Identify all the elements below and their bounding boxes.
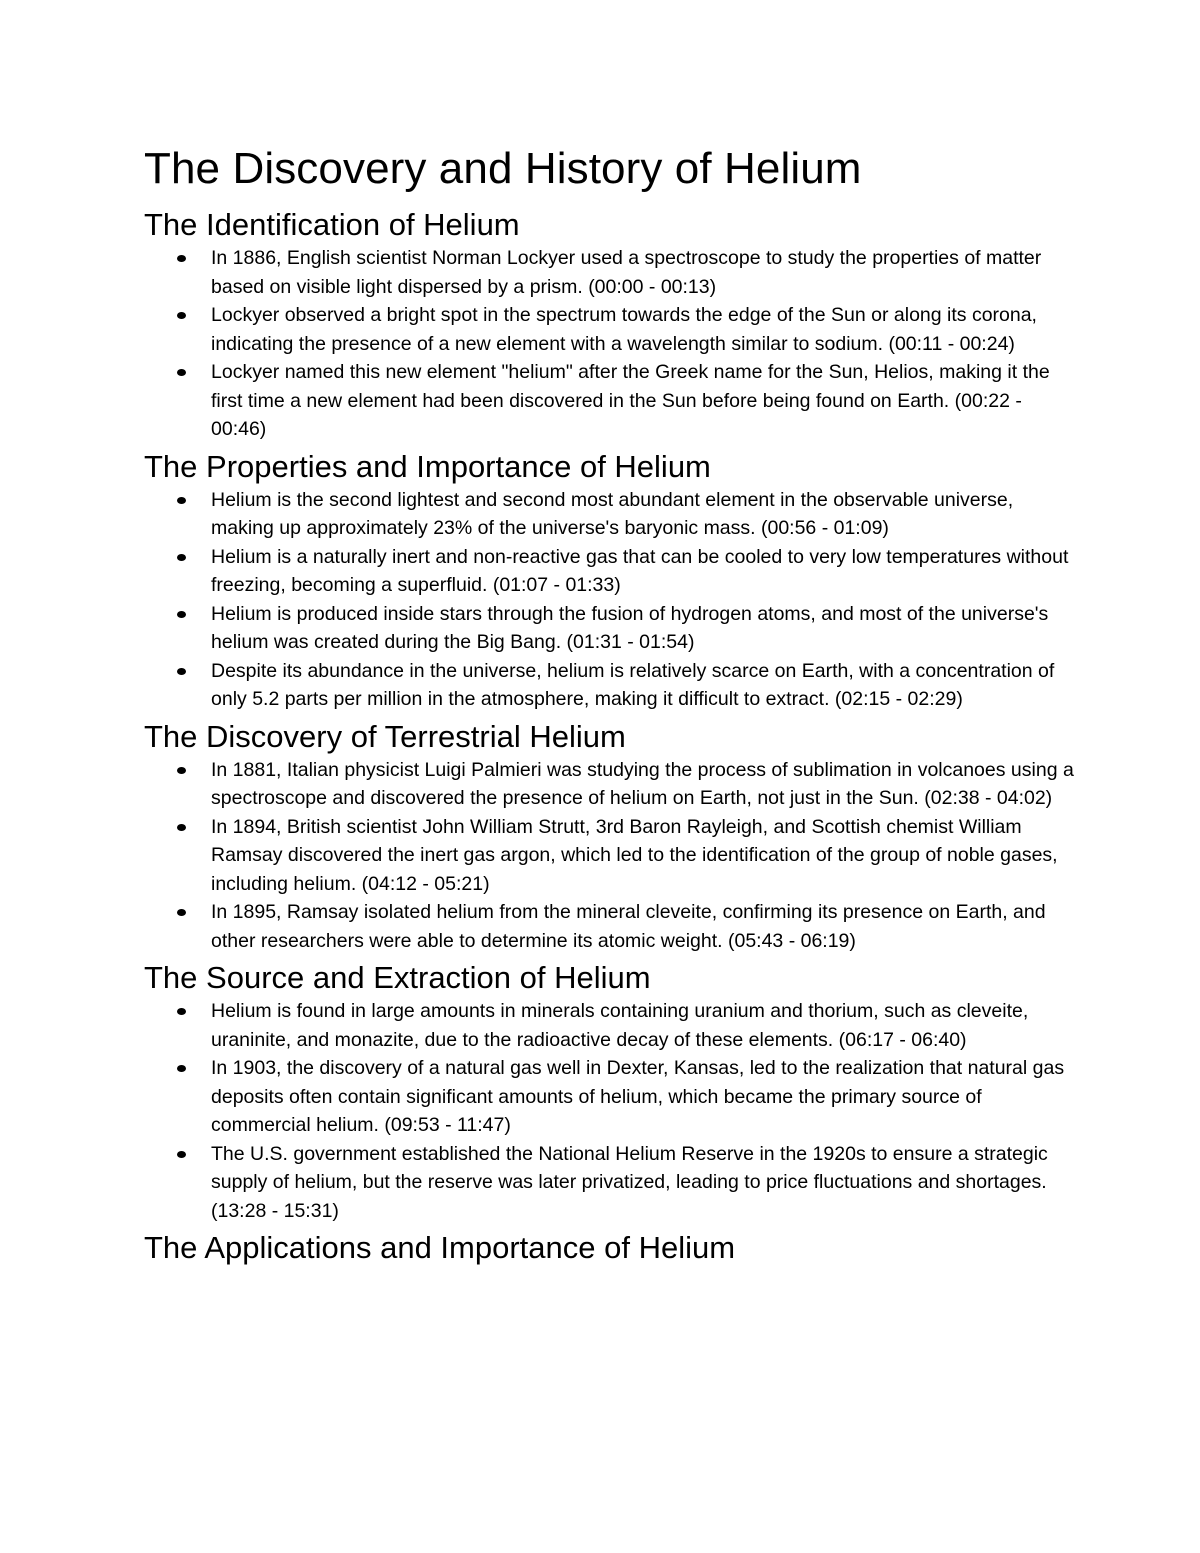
list-item-text: Helium is a naturally inert and non-reactive gas that can be cooled to very low temperatures without freezing, becoming a superfluid. (01:07 - 01:33) bbox=[211, 545, 1069, 596]
list-item-text: Lockyer named this new element "helium" after the Greek name for the Sun, Helios, making it the first time a new element had been discovered in the Sun before being found on Earth. (00:22 - 00:46) bbox=[211, 361, 1050, 440]
section-identification bbox=[144, 202, 1074, 444]
bullet-icon bbox=[177, 497, 186, 504]
list-item bbox=[144, 1054, 1074, 1140]
list-item-text: In 1895, Ramsay isolated helium from the mineral cleveite, confirming its presence on Earth, and other researchers were able to determine its atomic weight. (05:43 - 06:19) bbox=[211, 901, 1046, 952]
bullet-icon bbox=[177, 1008, 186, 1015]
section-heading: The Properties and Importance of Helium bbox=[144, 448, 711, 484]
list-item bbox=[144, 486, 1074, 543]
bullet-list bbox=[144, 486, 1074, 714]
bullet-icon bbox=[177, 369, 186, 376]
list-item bbox=[144, 813, 1074, 899]
list-item bbox=[144, 1140, 1074, 1226]
list-item bbox=[144, 244, 1074, 301]
list-item-text: In 1886, English scientist Norman Lockyer used a spectroscope to study the properties of matter based on visible light dispersed by a prism. (00:00 - 00:13) bbox=[211, 247, 1042, 298]
list-item-text: Helium is found in large amounts in minerals containing uranium and thorium, such as cleveite, uraninite, and monazite, due to the radioactive decay of these elements. (06:17 - 06:40) bbox=[211, 1000, 1029, 1051]
list-item-text: Helium is produced inside stars through the fusion of hydrogen atoms, and most of the universe's helium was created during the Big Bang. (01:31 - 01:54) bbox=[211, 602, 1049, 653]
list-item bbox=[144, 657, 1074, 714]
list-item bbox=[144, 301, 1074, 358]
list-item bbox=[144, 898, 1074, 955]
section-properties bbox=[144, 444, 1074, 714]
bullet-icon bbox=[177, 611, 186, 618]
list-item-text: The U.S. government established the National Helium Reserve in the 1920s to ensure a strategic supply of helium, but the reserve was later privatized, leading to price fluctuations and shortages. (13:28 - 15:31) bbox=[211, 1142, 1048, 1222]
section-heading: The Applications and Importance of Helium bbox=[144, 1230, 736, 1265]
bullet-icon bbox=[177, 1065, 186, 1072]
bullet-icon bbox=[177, 767, 186, 774]
list-item bbox=[144, 600, 1074, 657]
section-heading: The Source and Extraction of Helium bbox=[144, 960, 651, 995]
section-applications bbox=[144, 1225, 1074, 1267]
list-item bbox=[144, 997, 1074, 1054]
list-item bbox=[144, 543, 1074, 600]
bullet-icon bbox=[177, 909, 186, 916]
list-item bbox=[144, 756, 1074, 813]
document-page bbox=[144, 138, 1074, 1267]
bullet-list bbox=[144, 244, 1074, 444]
list-item-text: In 1881, Italian physicist Luigi Palmieri was studying the process of sublimation in volcanoes using a spectroscope and discovered the presence of helium on Earth, not just in the Sun. (02:38 - 04:02) bbox=[211, 758, 1074, 809]
section-heading: The Discovery of Terrestrial Helium bbox=[144, 718, 626, 754]
bullet-icon bbox=[177, 312, 186, 319]
bullet-icon bbox=[177, 554, 186, 561]
list-item-text: Lockyer observed a bright spot in the spectrum towards the edge of the Sun or along its corona, indicating the presence of a new element with a wavelength similar to sodium. (00:11 - 00:24) bbox=[211, 304, 1037, 355]
list-item-text: Despite its abundance in the universe, helium is relatively scarce on Earth, with a concentration of only 5.2 parts per million in the atmosphere, making it difficult to extract. (02:15 - 02:29) bbox=[211, 659, 1055, 710]
list-item bbox=[144, 358, 1074, 444]
document-title: The Discovery and History of Helium bbox=[144, 144, 862, 193]
section-terrestrial bbox=[144, 714, 1074, 956]
bullet-list bbox=[144, 997, 1074, 1225]
bullet-list bbox=[144, 756, 1074, 956]
list-item-text: In 1894, British scientist John William Strutt, 3rd Baron Rayleigh, and Scottish chemist William Ramsay discovered the inert gas argon, which led to the identification of the group of noble gases, including helium. (04:12 - 05:21) bbox=[211, 815, 1058, 895]
bullet-icon bbox=[177, 1151, 186, 1158]
bullet-icon bbox=[177, 824, 186, 831]
section-heading: The Identification of Helium bbox=[144, 207, 520, 242]
section-source-extraction bbox=[144, 955, 1074, 1225]
bullet-icon bbox=[177, 668, 186, 675]
bullet-icon bbox=[177, 255, 186, 262]
list-item-text: Helium is the second lightest and second most abundant element in the observable universe, making up approximately 23% of the universe's baryonic mass. (00:56 - 01:09) bbox=[211, 488, 1014, 539]
list-item-text: In 1903, the discovery of a natural gas well in Dexter, Kansas, led to the realization that natural gas deposits often contain significant amounts of helium, which became the primary source of commercial helium. (09:53 - 11:47) bbox=[211, 1057, 1065, 1136]
